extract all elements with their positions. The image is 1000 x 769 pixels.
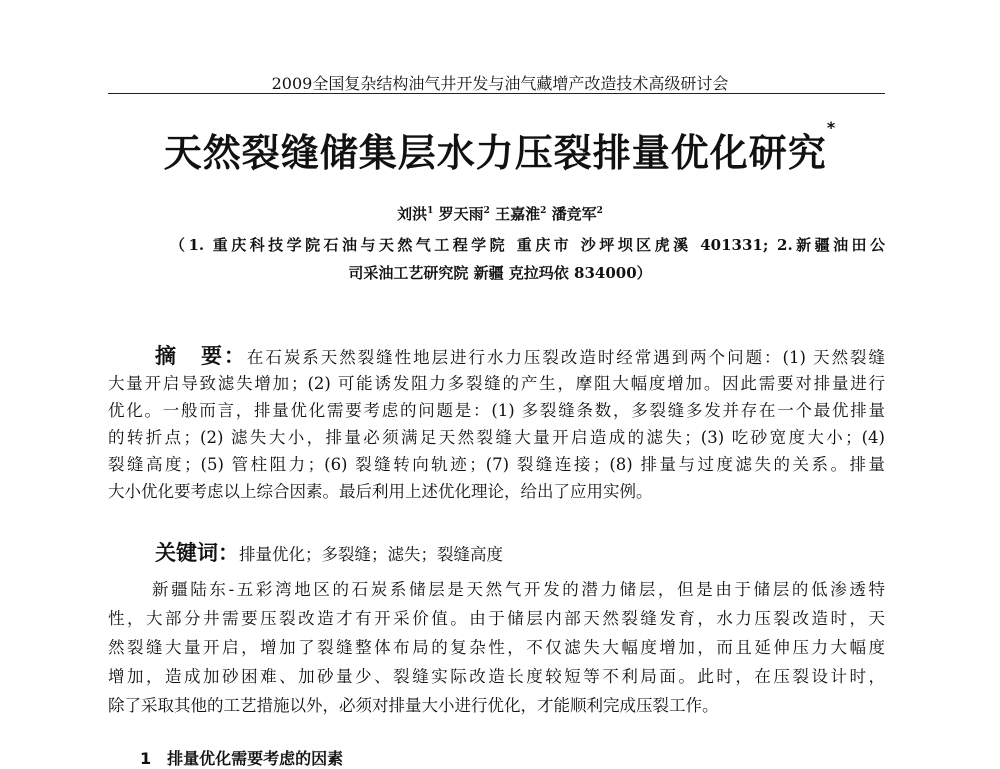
header-rule <box>108 93 885 94</box>
title-text: 天然裂缝储集层水力压裂排量优化研究 <box>163 131 827 175</box>
body-line: 性，大部分井需要压裂改造才有开采价值。由于储层内部天然裂缝发育，水力压裂改造时，天 <box>108 609 885 628</box>
author: 王嘉淮$^2$ <box>495 205 547 223</box>
abstract-line: 优化。一般而言，排量优化需要考虑的问题是：(1) 多裂缝条数，多裂缝多发并存在一个最优排量 <box>108 401 885 420</box>
keywords-text: 排量优化；多裂缝；滤失；裂缝高度 <box>239 545 503 564</box>
body-line: 增加，造成加砂困难、加砂量少、裂缝实际改造长度较短等不利局面。此时，在压裂设计时， <box>108 667 885 686</box>
author: 刘洪$^1$ <box>397 205 434 223</box>
section-heading: 1 排量优化需要考虑的因素 <box>140 749 344 768</box>
body-line: 除了采取其他的工艺措施以外，必须对排量大小进行优化，才能顺利完成压裂工作。 <box>108 696 719 715</box>
abstract-line: 的转折点；(2) 滤失大小，排量必须满足天然裂缝大量开启造成的滤失；(3) 吃砂宽度大小；(4) <box>108 428 885 447</box>
body-line: 新疆陆东-五彩湾地区的石炭系储层是天然气开发的潜力储层，但是由于储层的低渗透特 <box>152 580 885 599</box>
body-line: 然裂缝大量开启，增加了裂缝整体布局的复杂性，不仅滤失大幅度增加，而且延伸压力大幅度 <box>108 638 885 657</box>
abstract-label: 摘 要： <box>155 344 247 368</box>
conference-header: 2009全国复杂结构油气井开发与油气藏增产改造技术高级研讨会 <box>271 74 729 93</box>
abstract-line: 裂缝高度；(5) 管柱阻力；(6) 裂缝转向轨迹；(7) 裂缝连接；(8) 排量与过度滤失的关系。排量 <box>108 455 885 474</box>
affiliation-line: （1. 重庆科技学院石油与天然气工程学院 重庆市 沙坪坝区虎溪 401331; 2.新疆油田公 <box>170 236 885 254</box>
author: 潘竞军$^2$ <box>551 205 603 223</box>
keywords-label: 关键词： <box>155 541 239 565</box>
abstract-line: 大小优化要考虑以上综合因素。最后利用上述优化理论，给出了应用实例。 <box>108 482 653 501</box>
title-footnote-mark: * <box>826 118 837 137</box>
author: 罗天雨$^2$ <box>438 205 490 223</box>
abstract-line: 摘 要：在石炭系天然裂缝性地层进行水力压裂改造时经常遇到两个问题：(1) 天然裂缝 <box>155 344 886 368</box>
abstract-line: 大量开启导致滤失增加；(2) 可能诱发阻力多裂缝的产生，摩阻大幅度增加。因此需要对排量进行 <box>108 374 885 393</box>
paper-title <box>0 118 1000 177</box>
keywords <box>155 537 932 567</box>
author-list <box>0 203 1000 224</box>
affiliation-line: 司采油工艺研究院 新疆 克拉玛依 834000） <box>348 264 652 282</box>
